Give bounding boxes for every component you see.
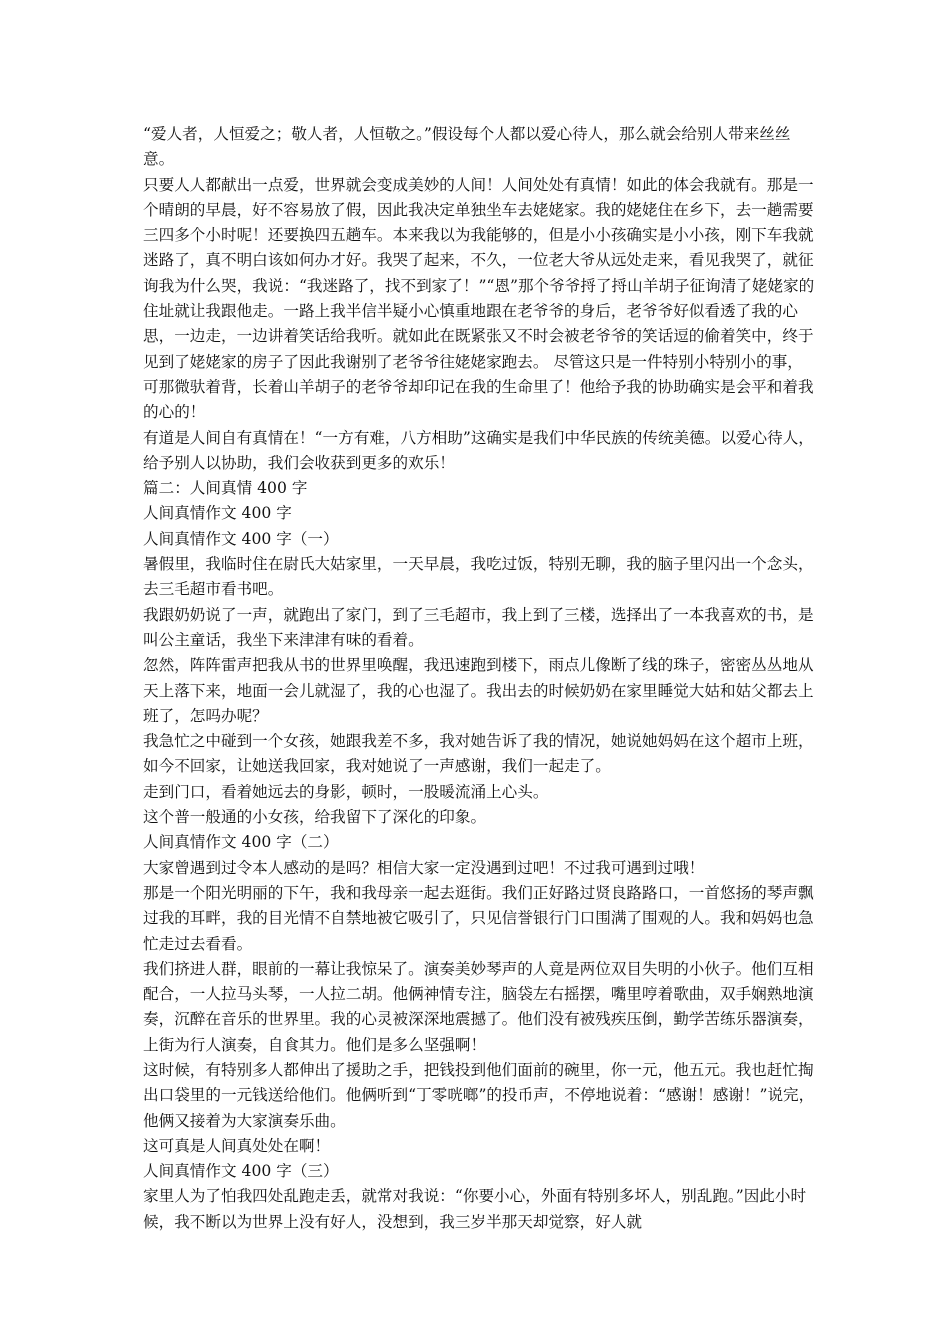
paragraph-intro-quote: “爱人者，人恒爱之；敬人者，人恒敬之。”假设每个人都以爱心待人，那么就会给别人带来丝丝意。 bbox=[143, 125, 791, 169]
essay-two-paragraph: 我们挤进人群，眼前的一幕让我惊呆了。演奏美妙琴声的人竟是两位双目失明的小伙子。他们互相配合，一人拉马头琴，一人拉二胡。他俩神情专注，脑袋左右摇摆，嘴里哼着歌曲，双手娴熟地演奏，沉醉在音乐的世界里。我的心灵被深深地震撼了。他们没有被残疾压倒，勤学苦练乐器演奏，上街为行人演奏，自食其力。他们是多么坚强啊！ bbox=[143, 959, 814, 1054]
document-page bbox=[143, 122, 815, 1235]
essay-three-paragraph: 家里人为了怕我四处乱跑走丢，就常对我说：“你要小心，外面有特别多坏人，别乱跑。”因此小时候，我不断以为世界上没有好人，没想到，我三岁半那天却觉察，好人就 bbox=[143, 1187, 807, 1231]
essay-one-paragraph: 忽然，阵阵雷声把我从书的世界里唤醒，我迅速跑到楼下，雨点儿像断了线的珠子，密密丛丛地从天上落下来，地面一会儿就湿了，我的心也湿了。我出去的时候奶奶在家里睡觉大姑和姑父都去上班了，怎吗办呢？ bbox=[143, 656, 814, 725]
essay-one-paragraph: 我急忙之中碰到一个女孩，她跟我差不多，我对她告诉了我的情况，她说她妈妈在这个超市上班，如今不回家，让她送我回家，我对她说了一声感谢，我们一起走了。 bbox=[143, 732, 814, 776]
essay-two-paragraph: 这可真是人间真处处在啊！ bbox=[143, 1136, 331, 1155]
essay-two-paragraph: 这时候，有特别多人都伸出了援助之手，把钱投到他们面前的碗里，你一元，他五元。我也赶忙掏出口袋里的一元钱送给他们。他俩听到“丁零咣啷”的投币声，不停地说着：“感谢！感谢！”说完，他俩又接着为大家演奏乐曲。 bbox=[143, 1060, 815, 1130]
essay-one-paragraph: 走到门口，看着她远去的身影，顿时，一股暖流涌上心头。 bbox=[143, 782, 549, 801]
essay-two-paragraph: 那是一个阳光明丽的下午，我和我母亲一起去逛街。我们正好路过贤良路路口，一首悠扬的琴声飘过我的耳畔，我的目光情不自禁地被它吸引了，只见信誉银行门口围满了围观的人。我和妈妈也急忙走过去看看。 bbox=[143, 883, 814, 953]
essay-one-paragraph: 这个普一般通的小女孩，给我留下了深化的印象。 bbox=[143, 808, 487, 827]
essay-two-title: 人间真情作文 400 字（二） bbox=[143, 833, 339, 852]
paragraph-conclusion: 有道是人间自有真情在！“一方有难，八方相助”这确实是我们中华民族的传统美德。以爱心待人，给予别人以协助，我们会收获到更多的欢乐！ bbox=[143, 428, 814, 472]
section-title: 人间真情作文 400 字 bbox=[143, 504, 292, 523]
essay-one-paragraph: 暑假里，我临时住在尉氏大姑家里，一天早晨，我吃过饭，特别无聊，我的脑子里闪出一个念头，去三毛超市看书吧。 bbox=[143, 555, 814, 599]
essay-three-title: 人间真情作文 400 字（三） bbox=[143, 1162, 339, 1181]
paragraph-story-grandma: 只要人人都献出一点爱，世界就会变成美妙的人间！人间处处有真情！如此的体会我就有。那是一个晴朗的早晨，好不容易放了假，因此我决定单独坐车去姥姥家。我的姥姥住在乡下，去一趟需要三四多个小时呢！还要换四五趟车。本来我以为我能够的，但是小小孩确实是小小孩，刚下车我就迷路了，真不明白该如何办才好。我哭了起来，不久，一位老大爷从远处走来，看见我哭了，就征询我为什么哭，我说：“我迷路了，找不到家了！”“恩”那个爷爷捋了捋山羊胡子征询清了姥姥家的住址就让我跟他走。一路上我半信半疑小心慎重地跟在老爷爷的身后，老爷爷好似看透了我的心思，一边走，一边讲着笑话给我听。就如此在既紧张又不时会被老爷爷的笑话逗的偷着笑中，终于见到了姥姥家的房子了因此我谢别了老爷爷往姥姥家跑去。 尽管这只是一件特别小特别小的事，可那微驮着背，长着山羊胡子的老爷爷却印记在我的生命里了！他给予我的协助确实是会平和着我的心的！ bbox=[143, 175, 815, 422]
essay-two-paragraph: 大家曾遇到过令本人感动的是吗？相信大家一定没遇到过吧！不过我可遇到过哦！ bbox=[143, 858, 705, 877]
essay-one-paragraph: 我跟奶奶说了一声，就跑出了家门，到了三毛超市，我上到了三楼，选择出了一本我喜欢的书，是叫公主童话，我坐下来津津有味的看着。 bbox=[143, 605, 814, 649]
essay-one-title: 人间真情作文 400 字（一） bbox=[143, 529, 339, 548]
section-heading-part-two: 篇二：人间真情 400 字 bbox=[143, 479, 308, 498]
